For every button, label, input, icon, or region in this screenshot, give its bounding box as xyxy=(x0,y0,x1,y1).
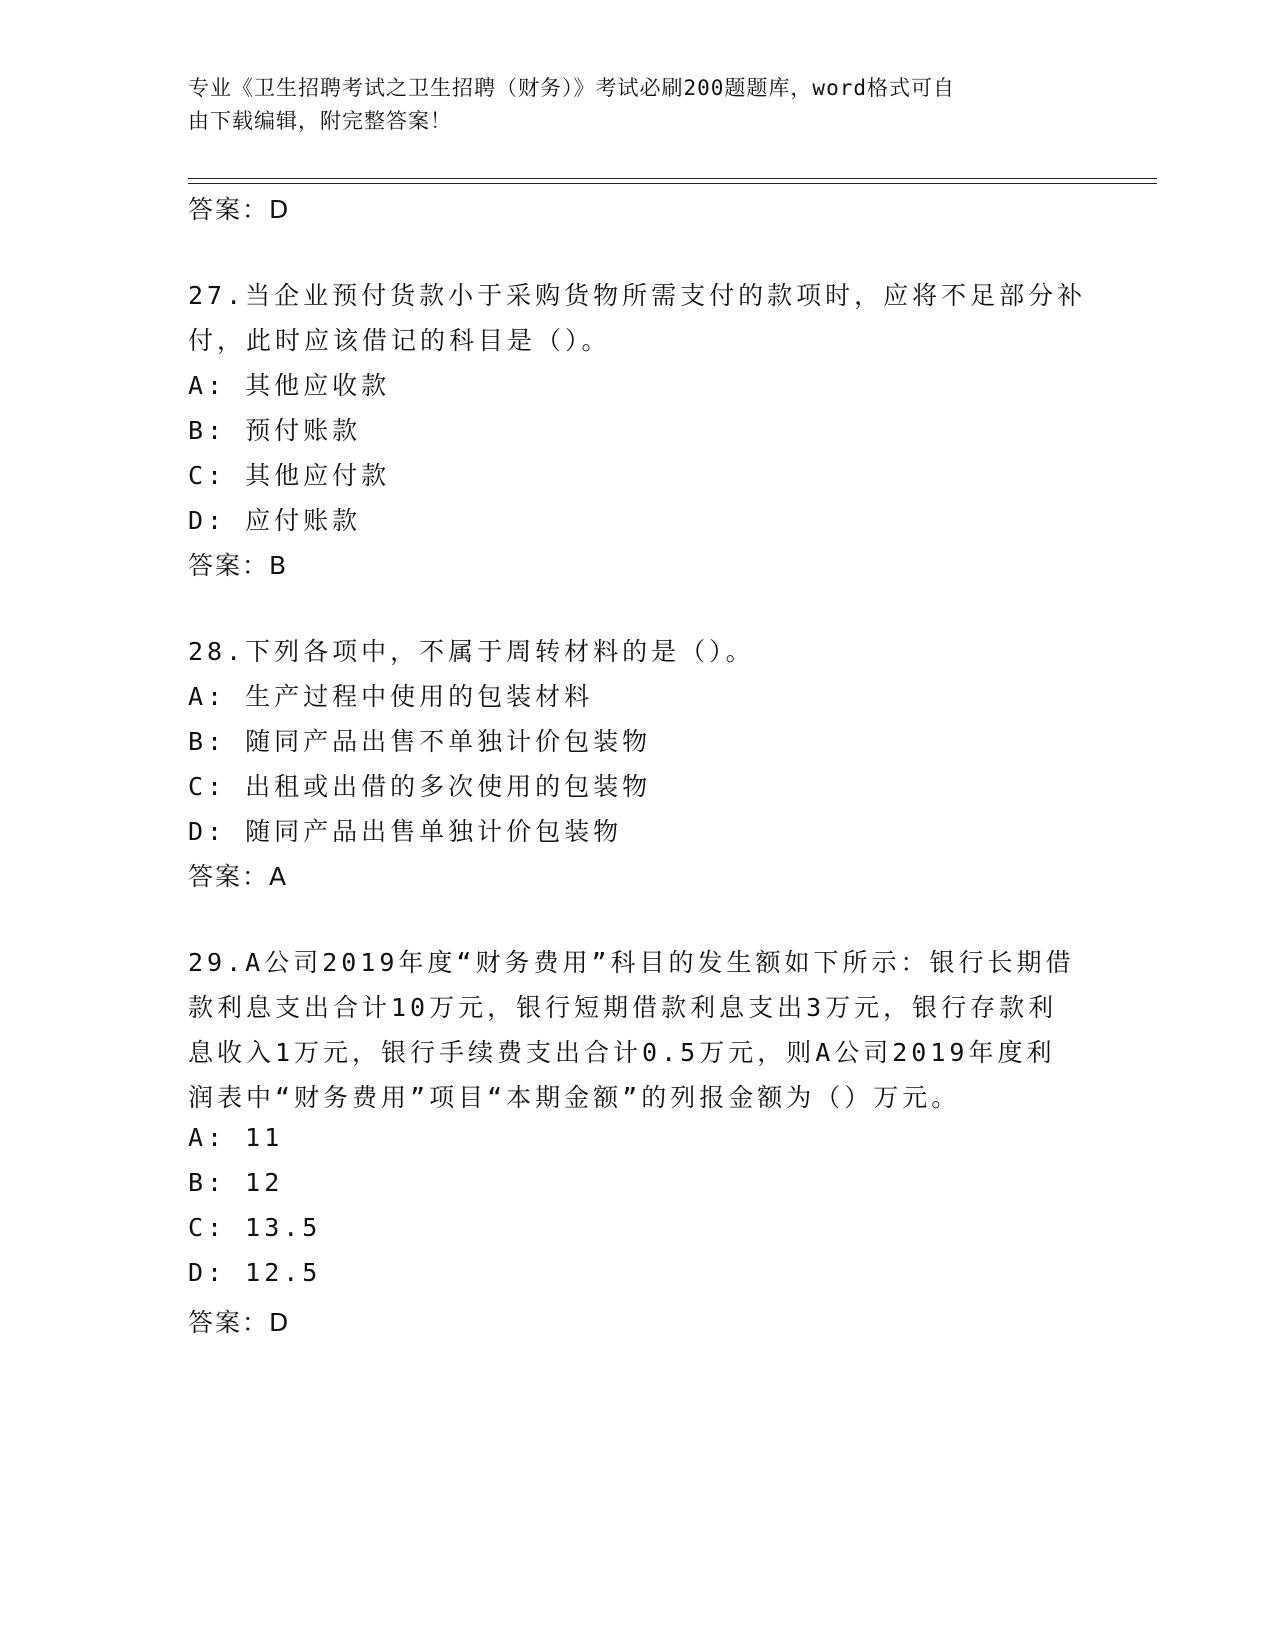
q27-option-c: C: 其他应付款 xyxy=(188,461,391,490)
q29-stem-line-4: 润表中“财务费用”项目“本期金额”的列报金额为（）万元。 xyxy=(188,1083,961,1112)
q28-option-c: C: 出租或出借的多次使用的包装物 xyxy=(188,772,652,801)
q29-stem-line-1: 29.A公司2019年度“财务费用”科目的发生额如下所示：银行长期借 xyxy=(188,948,1075,977)
header-rule-bottom xyxy=(188,183,1157,184)
q28-answer: 答案：A xyxy=(188,862,289,891)
q29-option-d: D: 12.5 xyxy=(188,1258,322,1287)
q27-stem-line-1: 27.当企业预付货款小于采购货物所需支付的款项时，应将不足部分补 xyxy=(188,281,1087,310)
q28-option-b: B: 随同产品出售不单独计价包装物 xyxy=(188,727,652,756)
q27-answer: 答案：B xyxy=(188,551,289,580)
q27-stem-line-2: 付，此时应该借记的科目是（）。 xyxy=(188,326,611,355)
q29-option-b: B: 12 xyxy=(188,1168,284,1197)
q28-option-a: A: 生产过程中使用的包装材料 xyxy=(188,682,594,711)
q27-option-d: D: 应付账款 xyxy=(188,506,362,535)
q29-answer: 答案：D xyxy=(188,1308,291,1337)
header-rule-top xyxy=(188,178,1157,179)
q27-option-b: B: 预付账款 xyxy=(188,416,362,445)
q29-stem-line-3: 息收入1万元，银行手续费支出合计0.5万元，则A公司2019年度利 xyxy=(188,1038,1056,1067)
header-line-1: 专业《卫生招聘考试之卫生招聘（财务）》考试必刷200题题库，word格式可自 xyxy=(188,76,955,100)
answer-26: 答案：D xyxy=(188,195,291,224)
q27-option-a: A: 其他应收款 xyxy=(188,371,391,400)
q29-option-a: A: 11 xyxy=(188,1123,284,1152)
document-header xyxy=(188,72,1068,138)
q29-option-c: C: 13.5 xyxy=(188,1213,322,1242)
q28-stem-line-1: 28.下列各项中，不属于周转材料的是（）。 xyxy=(188,637,755,666)
q29-stem-line-2: 款利息支出合计10万元，银行短期借款利息支出3万元，银行存款利 xyxy=(188,993,1058,1022)
header-line-2: 由下载编辑，附完整答案！ xyxy=(188,109,452,133)
q28-option-d: D: 随同产品出售单独计价包装物 xyxy=(188,817,623,846)
